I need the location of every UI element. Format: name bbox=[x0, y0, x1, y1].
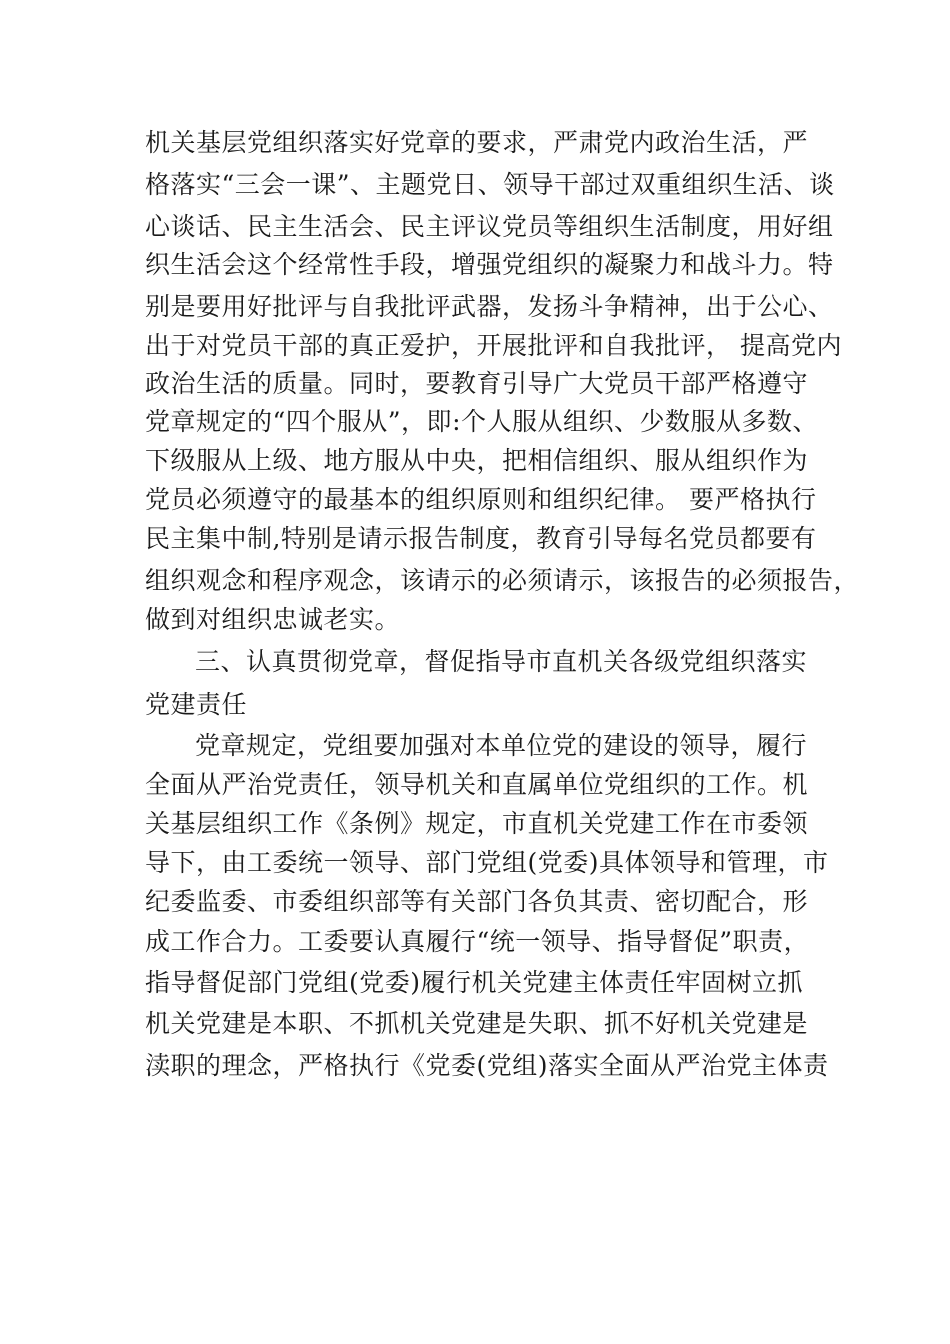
text-line: 关基层组织工作《条例》规定，市直机关党建工作在市委领 bbox=[145, 809, 809, 838]
text-line: 别是要用好批评与自我批评武器，发扬斗争精神，出于公心、 bbox=[145, 292, 834, 321]
text-line: 党章规定，党组要加强对本单位党的建设的领导，履行 bbox=[195, 731, 808, 760]
text-line: 纪委监委、市委组织部等有关部门各负其责、密切配合，形 bbox=[145, 887, 809, 916]
text-line: 下级服从上级、地方服从中央，把相信组织、服从组织作为 bbox=[145, 446, 809, 475]
text-line: 全面从严治党责任，领导机关和直属单位党组织的工作。机 bbox=[145, 770, 809, 799]
text-line: 民主集中制,特别是请示报告制度，教育引导每名党员都要有 bbox=[145, 524, 817, 553]
text-line: 做到对组织忠诚老实。 bbox=[145, 605, 401, 634]
text-line: 政治生活的质量。同时，要教育引导广大党员干部严格遵守 bbox=[145, 369, 809, 398]
text-line: 党章规定的“四个服从”，即:个人服从组织、少数服从多数、 bbox=[145, 407, 818, 436]
text-line: 指导督促部门党组(党委)履行机关党建主体责任牢固树立抓 bbox=[145, 968, 804, 997]
text-line: 成工作合力。工委要认真履行“统一领导、指导督促”职责， bbox=[145, 927, 810, 956]
text-line: 渎职的理念，严格执行《党委(党组)落实全面从严治党主体责 bbox=[145, 1051, 829, 1080]
section-heading-continued: 党建责任 bbox=[145, 690, 248, 719]
text-line: 织生活会这个经常性手段，增强党组织的凝聚力和战斗力。特 bbox=[145, 250, 834, 279]
text-line: 格落实“三会一课”、主题党日、领导干部过双重组织生活、谈 bbox=[145, 170, 835, 199]
section-heading: 三、认真贯彻党章，督促指导市直机关各级党组织落实 bbox=[195, 647, 808, 676]
text-line: 机关基层党组织落实好党章的要求，严肃党内政治生活，严 bbox=[145, 128, 809, 157]
text-line: 导下，由工委统一领导、部门党组(党委)具体领导和管理，市 bbox=[145, 848, 829, 877]
text-line: 出于对党员干部的真正爱护，开展批评和自我批评， 提高党内 bbox=[145, 331, 842, 360]
text-line: 心谈话、民主生活会、民主评议党员等组织生活制度，用好组 bbox=[145, 212, 834, 241]
text-line: 组织观念和程序观念，该请示的必须请示，该报告的必须报告， bbox=[145, 566, 860, 595]
text-line: 党员必须遵守的最基本的组织原则和组织纪律。 要严格执行 bbox=[145, 485, 817, 514]
text-line: 机关党建是本职、不抓机关党建是失职、抓不好机关党建是 bbox=[145, 1009, 809, 1038]
